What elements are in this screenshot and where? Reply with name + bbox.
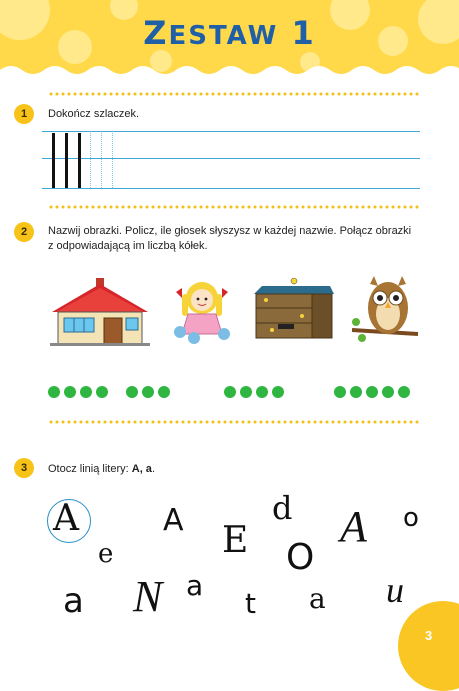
letter[interactable]: O — [286, 537, 315, 578]
letter[interactable]: a — [309, 582, 326, 615]
letter[interactable]: o — [403, 503, 419, 533]
beehive-image[interactable] — [252, 278, 336, 344]
letter[interactable]: d — [272, 489, 293, 527]
pattern-trace-stroke[interactable] — [101, 133, 102, 188]
doll-image[interactable] — [166, 276, 236, 344]
task-number-3: 3 — [14, 458, 34, 478]
pattern-stroke — [52, 133, 55, 188]
dot-group-4[interactable] — [224, 386, 284, 398]
letter[interactable]: e — [98, 539, 114, 569]
letter[interactable]: N — [133, 572, 163, 621]
letter[interactable]: A — [53, 498, 79, 539]
page-number: 3 — [425, 628, 433, 643]
dot-group-3[interactable] — [126, 386, 170, 398]
letter[interactable]: t — [245, 587, 256, 620]
task-3-instruction: Otocz linią litery: A, a. — [48, 463, 155, 475]
owl-image[interactable] — [350, 276, 420, 346]
letter[interactable]: E — [222, 520, 249, 561]
page-header — [0, 0, 459, 84]
dot-group-5[interactable] — [334, 386, 410, 398]
pattern-trace-stroke[interactable] — [112, 133, 113, 188]
letter[interactable]: a — [186, 569, 204, 602]
dot-group-4[interactable] — [48, 386, 108, 398]
pattern-trace-stroke[interactable] — [90, 133, 91, 188]
writing-line-middle — [42, 158, 420, 159]
house-image[interactable] — [46, 278, 154, 346]
dotted-divider — [48, 420, 420, 424]
task-number-2: 2 — [14, 222, 34, 242]
dotted-divider — [48, 92, 420, 96]
page-title: ZESTAW 1 — [143, 14, 316, 52]
writing-line-bottom — [42, 188, 420, 189]
pattern-stroke — [78, 133, 81, 188]
page-number-badge — [398, 601, 459, 691]
task-1-instruction: Dokończ szlaczek. — [48, 108, 140, 120]
letter[interactable]: A — [163, 503, 184, 538]
letter[interactable]: u — [386, 570, 404, 610]
task-number-1: 1 — [14, 104, 34, 124]
letter[interactable]: a — [63, 581, 84, 621]
pattern-stroke — [65, 133, 68, 188]
dotted-divider — [48, 205, 420, 209]
letter[interactable]: A — [340, 502, 367, 551]
task-2-instruction: Nazwij obrazki. Policz, ile głosek słyszysz w każdej nazwie. Połącz obrazki z odpowiadającą im liczbą kółek. — [48, 225, 412, 252]
writing-line-top — [42, 131, 420, 132]
